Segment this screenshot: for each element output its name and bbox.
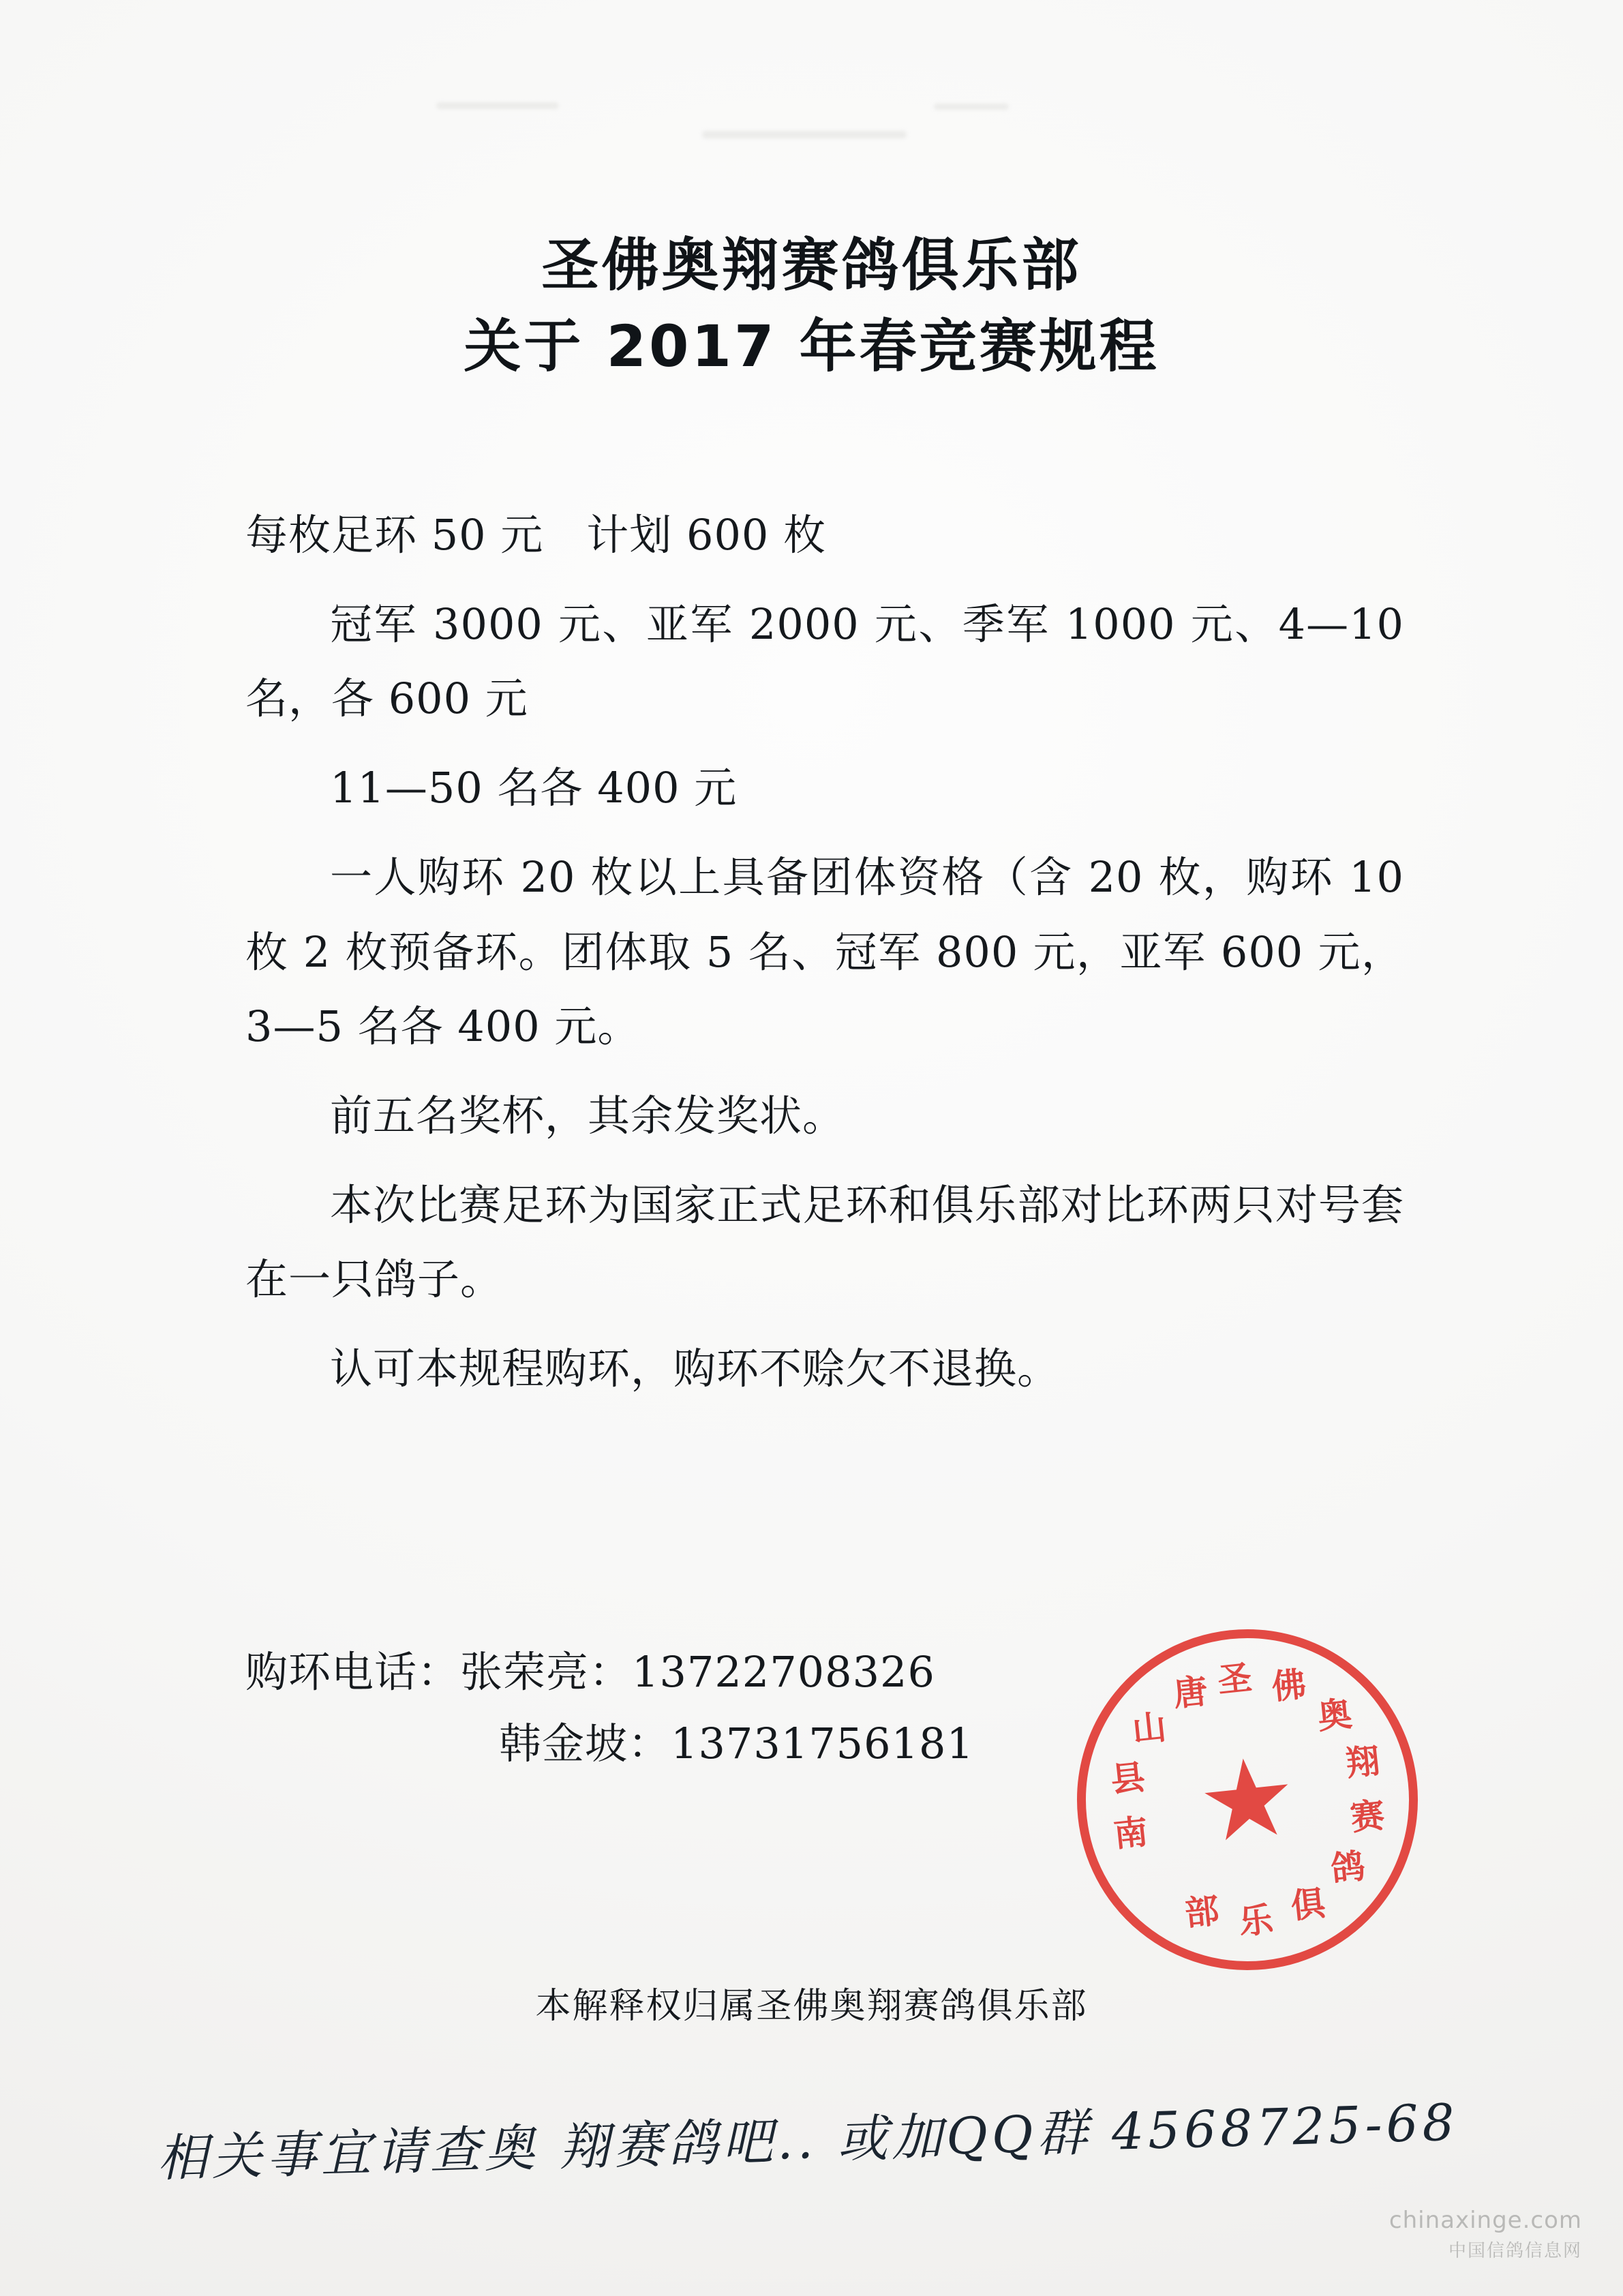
stamp-char: 圣: [1215, 1657, 1254, 1701]
stamp-char: 乐: [1237, 1899, 1275, 1943]
footer-disclaimer: 本解释权归属圣佛奥翔赛鸽俱乐部: [535, 1986, 1088, 2027]
handwritten-note: 相关事宜请查奥 翔赛鸽吧.. 或加QQ群 4568725-68: [156, 2093, 1459, 2188]
document-body: [245, 498, 1404, 1421]
document-title: [0, 225, 1623, 388]
paragraph-trophies: 前五名奖杯，其余发奖状。: [330, 1090, 846, 1141]
watermark-english: chinaxinge.com: [1389, 2207, 1582, 2234]
paragraph-no-refund: 认可本规程购环，购环不赊欠不退换。: [330, 1344, 1061, 1394]
site-watermark: [1389, 2203, 1582, 2265]
official-red-stamp: [1060, 1612, 1435, 1987]
watermark-chinese: 中国信鸽信息网: [1448, 2241, 1582, 2261]
paragraph-team-qualification: 一人购环 20 枚以上具备团体资格（含 20 枚，购环 10 枚 2 枚预备环。团体取 5 名、冠军 800 元，亚军 600 元，3—5 名各 400 元。: [245, 852, 1404, 1051]
stamp-char: 南: [1112, 1811, 1150, 1855]
star-icon: ★: [1192, 1731, 1303, 1868]
paragraph-ring-rules: 本次比赛足环为国家正式足环和俱乐部对比环两只对号套在一只鸽子。: [245, 1179, 1404, 1304]
title-line-2: 关于 2017 年春竞赛规程: [464, 313, 1159, 380]
stamp-char: 赛: [1348, 1795, 1387, 1839]
stamp-char: 部: [1183, 1890, 1222, 1934]
contact-line-han: 韩金坡：13731756181: [499, 1719, 974, 1769]
stamp-char: 唐: [1171, 1671, 1210, 1715]
stamp-char: 鸽: [1329, 1846, 1367, 1889]
contact-line-zhang: 购环电话：张荣亮：13722708326: [245, 1647, 935, 1697]
title-line-1: 圣佛奥翔赛鸽俱乐部: [541, 232, 1082, 299]
paragraph-prizes-top: 冠军 3000 元、亚军 2000 元、季军 1000 元、4—10 名，各 600 元: [245, 599, 1404, 724]
stamp-char: 山: [1130, 1706, 1168, 1750]
stamp-char: 奥: [1316, 1693, 1354, 1737]
stamp-char: 翔: [1344, 1740, 1382, 1784]
paragraph-ring-price: 每枚足环 50 元 计划 600 枚: [245, 510, 827, 560]
stamp-char: 俱: [1289, 1883, 1327, 1927]
stamp-char: 佛: [1269, 1664, 1308, 1708]
paragraph-prizes-11-50: 11—50 名各 400 元: [330, 763, 738, 813]
stamp-char: 县: [1108, 1757, 1147, 1800]
